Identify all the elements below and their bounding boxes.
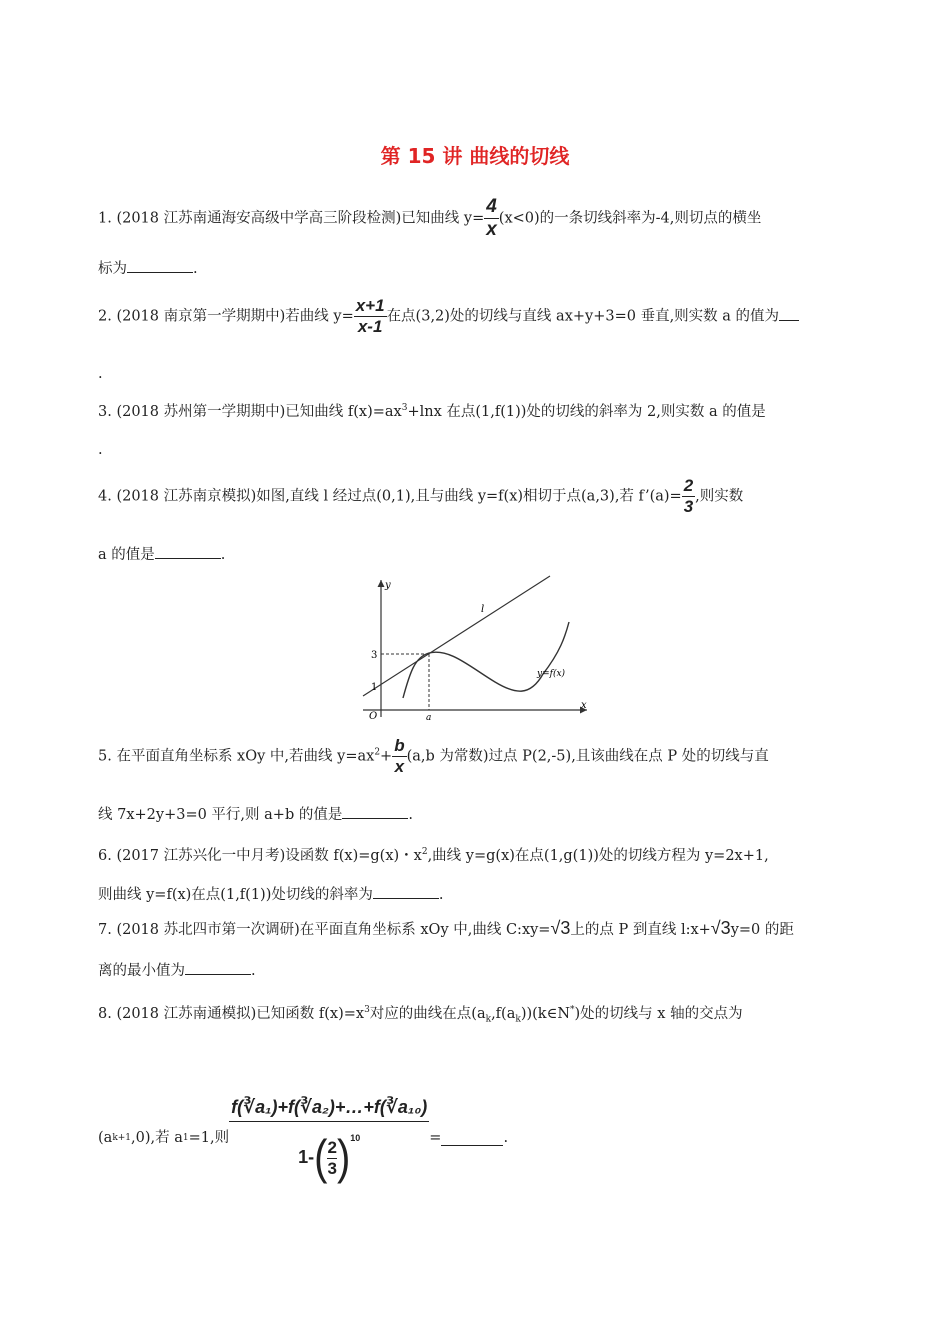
question-1-line2: 标为 . [98,258,198,279]
fraction: $\frac{2}{3}$ [683,476,694,516]
answer-blank[interactable] [127,258,193,273]
fraction: $\frac{b}{x}$ [394,736,405,776]
answer-blank[interactable] [185,960,251,975]
origin-label: O [369,711,378,722]
question-7-line2: 离的最小值为 . [98,960,256,981]
y-label: y [385,580,391,591]
answer-blank[interactable] [779,306,799,321]
sum-fraction [229,1097,429,1185]
question-6: 6. (2017 江苏兴化一中月考)设函数 f(x)=g(x)・$x^2$,曲线 y=g(x)在点(1,g(1))处的切线方程为 y=2x+1, [98,847,769,864]
tick-a: a [426,713,432,722]
question-5-line2: 线 7x+2y+3=0 平行,则 a+b 的值是 . [98,804,413,825]
question-4: 4. (2018 江苏南京模拟)如图,直线 l 经过点(0,1),且与曲线 y=f(x)相切于点(a,3),若 f’(a)= $\frac{2}{3}$ ,则实数 [98,476,744,516]
question-4-line2: a 的值是 . [98,544,225,565]
tick-1: 1 [371,682,378,693]
question-2: 2. (2018 南京第一学期期中)若曲线 y= $\frac{x+1}{x-1}$ 在点(3,2)处的切线与直线 ax+y+3=0 垂直,则实数 a 的值为 [98,296,799,337]
two-thirds: $\frac{2}{3}$ [327,1137,337,1178]
tangent-figure [355,572,605,722]
sqrt-3: √3 [710,918,731,938]
answer-blank[interactable] [441,1131,503,1146]
x-label: x [581,700,587,711]
line-label: l [481,604,485,615]
answer-blank[interactable] [373,884,439,899]
answer-blank[interactable] [342,804,408,819]
question-8-line2: (a k+1 ,0),若 a 1 =1,则 f(∛a₁)+f(∛a₂)+…+f(∛a₁₀) 1-( $\frac{2}{3}$ )$^{10}$ = . [98,1097,509,1185]
question-3-end: . [98,442,103,458]
sum-numerator: f(∛a₁)+f(∛a₂)+…+f(∛a₁₀) [229,1097,429,1122]
tick-3: 3 [371,650,378,661]
answer-blank[interactable] [155,544,221,559]
question-7: 7. (2018 苏北四市第一次调研)在平面直角坐标系 xOy 中,曲线 C:xy=√3上的点 P 到直线 l:x+√3y=0 的距 [98,918,794,938]
curve-label: y=f(x) [537,669,566,679]
question-1: 1. (2018 江苏南通海安高级中学高三阶段检测)已知曲线 y= $\frac{4}{x}$ (x<0)的一条切线斜率为-4,则切点的横坐 [98,196,762,240]
question-3: 3. (2018 苏州第一学期期中)已知曲线 $f(x)=ax^3+\ln x$ 在点(1,f(1))处的切线的斜率为 2,则实数 a 的值是 [98,403,766,420]
tangent-line [363,576,550,696]
question-8: 8. (2018 江苏南通模拟)已知函数 $f(x)=x^3$对应的曲线在点$(a_k,f(a_k))(k\in N^*)$处的切线与 x 轴的交点为 [98,1005,743,1025]
fraction: $\frac{x+1}{x-1}$ [355,296,385,336]
sum-denominator: 1-( $\frac{2}{3}$ )$^{10}$ [298,1131,361,1185]
curve [403,622,569,698]
question-2-end: . [98,366,103,382]
fraction: $\frac{4}{x}$ [486,196,497,240]
sqrt-3: √3 [550,918,571,938]
question-6-line2: 则曲线 y=f(x)在点(1,f(1))处切线的斜率为 . [98,884,443,905]
page-title: 第 15 讲 曲线的切线 [380,144,570,168]
question-5: 5. 在平面直角坐标系 xOy 中,若曲线 $y=ax^2+$ $\frac{b}{x}$ (a,b 为常数)过点 P(2,-5),且该曲线在点 P 处的切线与直 [98,736,769,776]
